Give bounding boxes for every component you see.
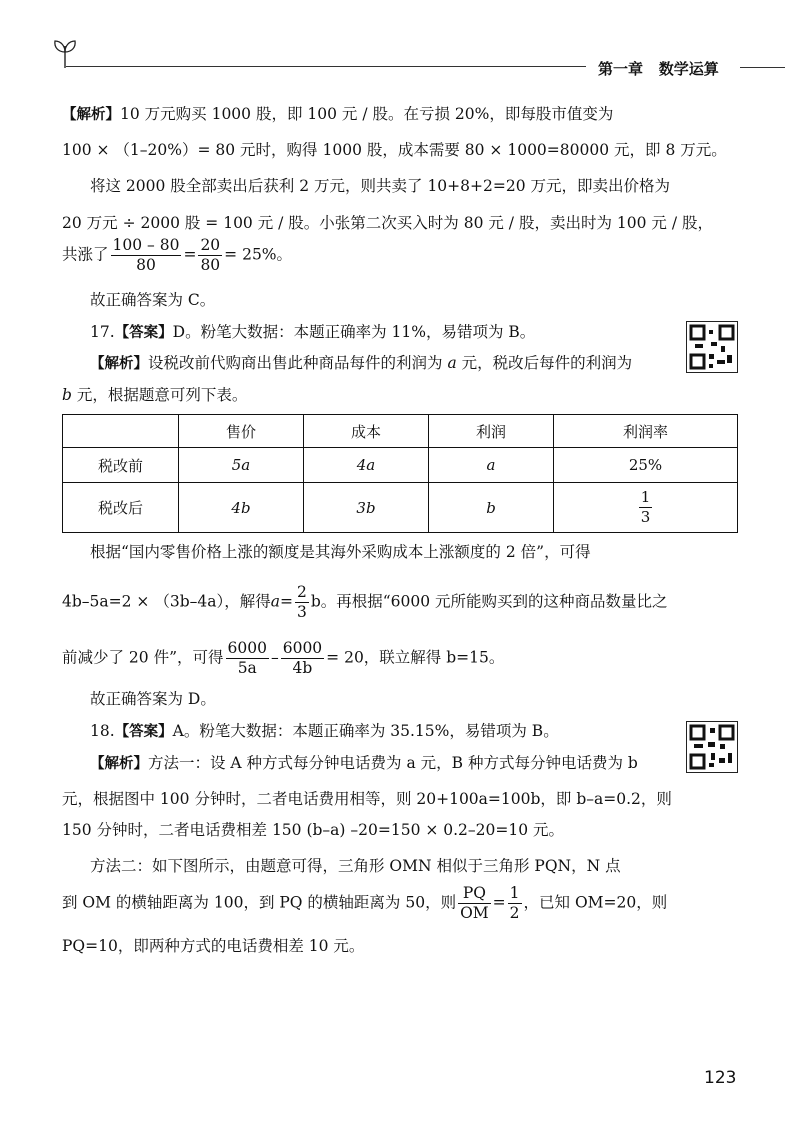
fraction: $\frac{1}{2}$ <box>509 884 520 922</box>
q18-answer: 18.【答案】A。粉笔大数据：本题正确率为 35.15%，易错项为 B。 <box>90 722 559 740</box>
table-cell: 税改后 <box>63 483 179 533</box>
q18-jx-line5: 到 OM 的横轴距离为 100，到 PQ 的横轴距离为 50，则 $\frac{PQ}{OM}$ = $\frac{1}{2}$ ，已知 OM=20，则 <box>62 884 668 922</box>
q17-line6: 根据“国内零售价格上涨的额度是其海外采购成本上涨额度的 2 倍”，可得 <box>90 543 591 561</box>
table-cell <box>63 415 179 448</box>
table-cell: 4a <box>356 456 376 474</box>
p1-answer: 故正确答案为 C。 <box>90 291 216 309</box>
header-rule-left <box>66 66 586 67</box>
q17-line8: 前减少了 20 件”，可得 $\frac{6000}{5a}$ – $\frac{6000}{4b}$ = 20，联立解得 b=15。 <box>62 639 505 677</box>
chapter-title: 第一章 数学运算 <box>598 60 719 78</box>
table-header: 售价 <box>179 415 304 448</box>
table-header: 利润 <box>429 415 554 448</box>
table-cell: 25% <box>554 448 738 483</box>
fraction: $\frac{100 - 80}{80}$ <box>112 236 180 274</box>
p1-line5: 共涨了 $\frac{100 - 80}{80}$ = $\frac{20}{80}$ = 25%。 <box>62 236 293 274</box>
q18-jx-line1: 【解析】方法一：设 A 种方式每分钟电话费为 a 元，B 种方式每分钟电话费为 b <box>90 754 638 772</box>
table-header: 成本 <box>304 415 429 448</box>
p1-line2: 100 × （1–20%）= 80 元时，购得 1000 股，成本需要 80 × 1000=80000 元，即 8 万元。 <box>62 141 727 159</box>
table-cell: 4b <box>231 498 251 517</box>
q18-jx-line2: 元，根据图中 100 分钟时，二者电话费用相等，则 20+100a=100b，即 b–a=0.2，则 <box>62 790 672 808</box>
table-cell: 税改前 <box>63 448 179 483</box>
table-row <box>63 483 738 533</box>
table-header: 利润率 <box>554 415 738 448</box>
fraction: $\frac{6000}{4b}$ <box>282 639 323 677</box>
table-cell: 5a <box>231 456 251 474</box>
q17-final: 故正确答案为 D。 <box>90 690 216 708</box>
q18-jx-line4: 方法二：如下图所示，由题意可得，三角形 OMN 相似于三角形 PQN，N 点 <box>90 857 621 875</box>
table-cell: a <box>486 456 496 474</box>
q17-jx-line2: b 元，根据题意可列下表。 <box>62 386 248 404</box>
table-row <box>63 448 738 483</box>
q18-jx-line6: PQ=10，即两种方式的电话费相差 10 元。 <box>62 937 365 955</box>
q17-answer: 17.【答案】D。粉笔大数据：本题正确率为 11%，易错项为 B。 <box>90 323 536 341</box>
fraction: $\frac{1}{3}$ <box>640 488 651 526</box>
header-rule-right <box>740 67 785 68</box>
profit-table <box>62 414 738 533</box>
q17-jx-line1: 【解析】设税改前代购商出售此种商品每件的利润为 a 元，税改后每件的利润为 <box>90 354 633 372</box>
table-cell: 3b <box>356 498 376 517</box>
p1-line3: 将这 2000 股全部卖出后获利 2 万元，则共卖了 10+8+2=20 万元，即卖出价格为 <box>90 177 671 195</box>
fraction: $\frac{2}{3}$ <box>296 583 307 621</box>
fraction: $\frac{PQ}{OM}$ <box>460 884 489 922</box>
p1-line4: 20 万元 ÷ 2000 股 = 100 元 / 股。小张第二次买入时为 80 元 / 股，卖出时为 100 元 / 股， <box>62 214 713 232</box>
table-cell: b <box>486 498 496 517</box>
page-number: 123 <box>704 1068 737 1088</box>
fraction: $\frac{6000}{5a}$ <box>227 639 267 677</box>
q18-jx-line3: 150 分钟时，二者电话费相差 150 (b–a) –20=150 × 0.2–20=10 元。 <box>62 821 565 839</box>
q17-line7: 4b–5a=2 × （3b–4a），解得a= $\frac{2}{3}$ b。再根据“6000 元所能购买到的这种商品数量比之 <box>62 583 668 621</box>
qr-code-q17[interactable] <box>686 321 738 373</box>
p1-line1: 【解析】10 万元购买 1000 股，即 100 元 / 股。在亏损 20%，即每股市值变为 <box>62 105 614 123</box>
qr-code-q18[interactable] <box>686 721 738 773</box>
fraction: $\frac{20}{80}$ <box>200 236 221 274</box>
table-header-row <box>63 415 738 448</box>
